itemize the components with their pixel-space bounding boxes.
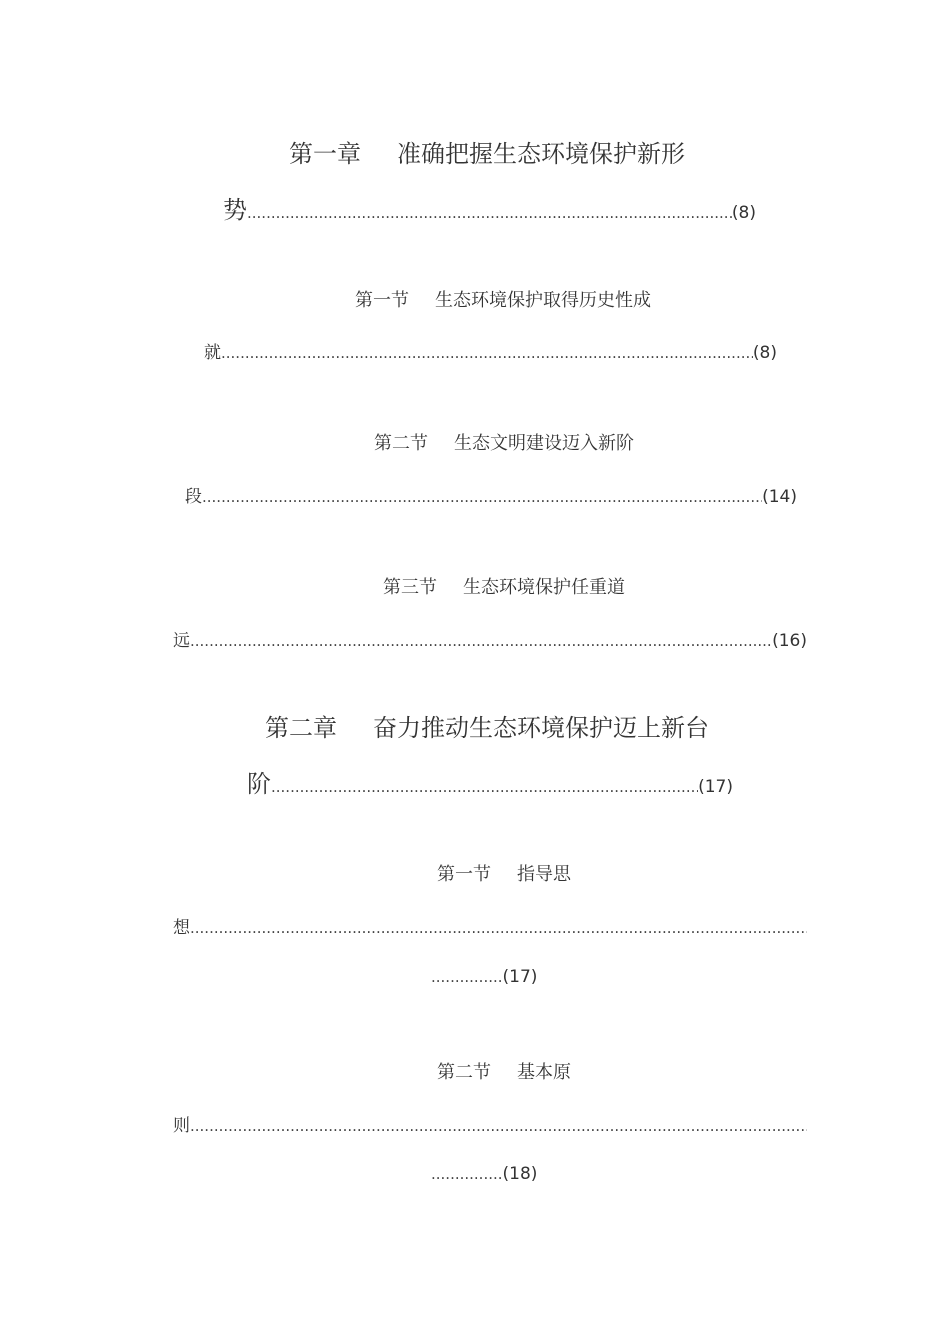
section-2-1-page: (17) [502, 967, 538, 987]
section-1-2-number: 第二节 [374, 433, 428, 454]
section-2-1-title-tail: 想 [173, 918, 190, 938]
chapter-1-title-tail: 势 [223, 196, 247, 224]
section-1-1-title-tail: 就 [204, 343, 221, 363]
chapter-1-title: 准确把握生态环境保护新形 [397, 140, 685, 168]
section-1-2-title-tail: 段 [185, 487, 202, 507]
chapter-2-entry-line[interactable] [247, 764, 733, 799]
chapter-1-page: (8) [731, 203, 756, 223]
dot-leader [190, 919, 807, 937]
section-1-3-entry-line[interactable] [173, 626, 807, 651]
section-2-2-entry-line[interactable] [173, 1111, 807, 1136]
section-2-1-entry-continuation[interactable] [431, 967, 537, 987]
dot-leader [247, 204, 732, 222]
chapter-2-number: 第二章 [265, 714, 337, 742]
dot-leader [221, 344, 753, 362]
section-1-2-heading [29, 429, 950, 455]
dot-leader [190, 632, 772, 650]
chapter-2-title-tail: 阶 [247, 770, 271, 798]
dot-leader [190, 1117, 807, 1135]
section-2-2-number: 第二节 [437, 1062, 491, 1083]
section-2-1-entry-line[interactable] [173, 913, 807, 938]
section-1-1-heading [28, 286, 950, 312]
dot-leader-continuation: ............... [431, 1165, 503, 1183]
dot-leader [271, 778, 698, 796]
section-1-3-number: 第三节 [383, 577, 437, 598]
section-1-2-entry-line[interactable] [185, 482, 797, 507]
section-1-3-title: 生态环境保护任重道 [463, 577, 625, 598]
section-2-1-title: 指导思 [517, 864, 571, 885]
chapter-1-entry-line[interactable] [223, 190, 756, 225]
section-1-2-page: (14) [762, 487, 797, 507]
section-2-2-heading [29, 1058, 950, 1084]
section-2-2-title-tail: 则 [173, 1116, 190, 1136]
section-1-1-title: 生态环境保护取得历史性成 [435, 290, 651, 311]
section-2-2-page: (18) [502, 1164, 538, 1184]
section-1-1-number: 第一节 [355, 290, 409, 311]
section-2-1-heading [29, 860, 950, 886]
chapter-1-number: 第一章 [289, 140, 361, 168]
chapter-1-heading [12, 134, 950, 169]
dot-leader-continuation: ............... [431, 968, 503, 986]
section-1-3-heading [29, 573, 950, 599]
section-1-2-title: 生态文明建设迈入新阶 [454, 433, 634, 454]
section-1-3-page: (16) [772, 631, 807, 651]
chapter-2-heading [12, 708, 950, 743]
dot-leader [202, 488, 762, 506]
chapter-2-page: (17) [698, 777, 733, 797]
section-2-2-entry-continuation[interactable] [431, 1164, 537, 1184]
chapter-2-title: 奋力推动生态环境保护迈上新台 [373, 714, 709, 742]
section-1-1-entry-line[interactable] [204, 338, 777, 363]
section-2-1-number: 第一节 [437, 864, 491, 885]
section-1-3-title-tail: 远 [173, 631, 190, 651]
section-2-2-title: 基本原 [517, 1062, 571, 1083]
section-1-1-page: (8) [752, 343, 777, 363]
